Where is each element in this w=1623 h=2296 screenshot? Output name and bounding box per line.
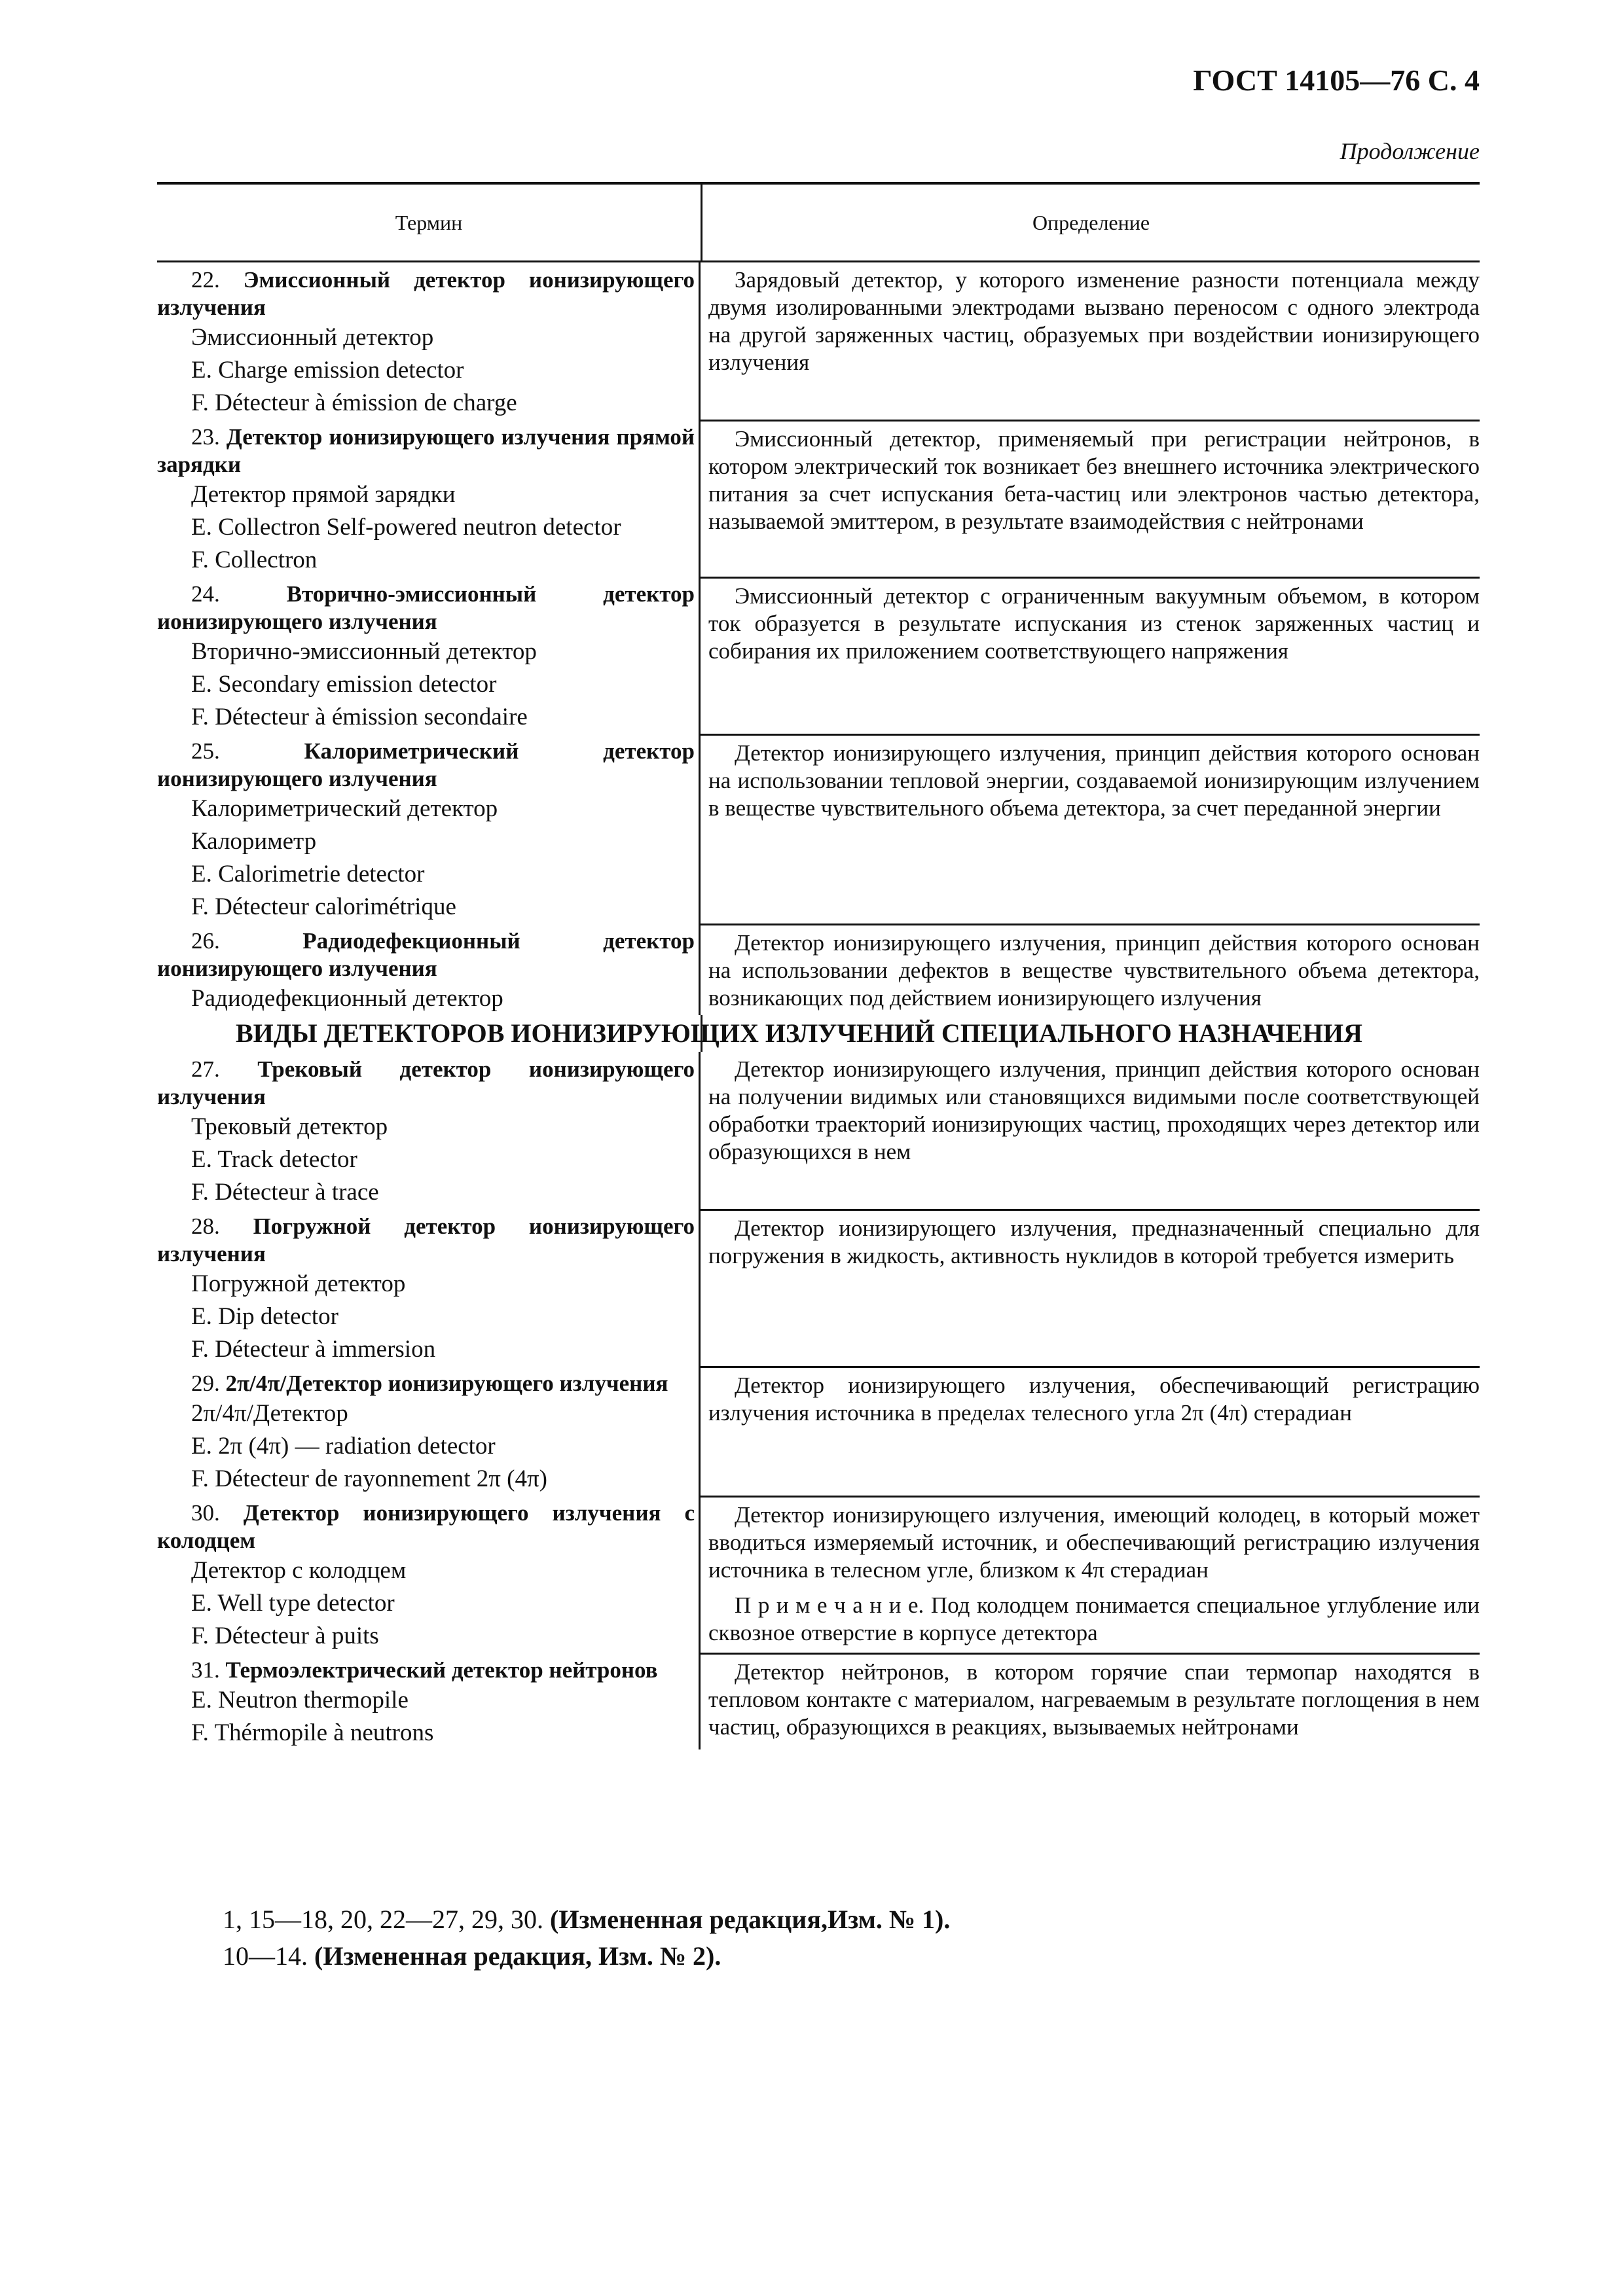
definition-text: Детектор ионизирующего излучения, обеспечивающий регистрацию излучения источника в пределах телесного угла 2π (4π) стерадиан (708, 1372, 1480, 1426)
term-name: Термоэлектрический детектор нейтронов (225, 1657, 658, 1683)
term-cell (157, 577, 701, 734)
term-title (157, 262, 695, 321)
term-title (157, 1653, 695, 1684)
table-row (157, 1653, 1480, 1749)
definition-cell (701, 262, 1480, 420)
column-header-term: Термин (157, 185, 702, 260)
amendment-notes (223, 1901, 950, 1975)
term-synonym: F. Détecteur calorimétrique (191, 893, 456, 920)
term-name: 2π/4π/Детектор ионизирующего излучения (225, 1371, 668, 1396)
term-synonym: E. Dip detector (191, 1303, 338, 1330)
table-row (157, 734, 1480, 924)
term-synonym: E. Neutron thermopile (191, 1687, 409, 1713)
term-synonym: E. Secondary emission detector (191, 671, 497, 698)
section-title: ВИДЫ ДЕТЕКТОРОВ ИОНИЗИРУЮЩИХ ИЗЛУЧЕНИЙ СПЕЦИАЛЬНОГО НАЗНАЧЕНИЯ (157, 1015, 1480, 1052)
definition-cell (701, 420, 1480, 577)
term-cell (157, 1052, 701, 1209)
term-title (157, 420, 695, 478)
term-number: 26. (191, 928, 220, 954)
definition-text: Детектор ионизирующего излучения, принцип действия которого основан на использовании тепловой энергии, создаваемой ионизирующим излучением в веществе чувствительного объема детектора, за счет переданной энергии (708, 740, 1480, 821)
term-cell (157, 734, 701, 924)
term-synonym: E. Charge emission detector (191, 357, 464, 384)
table-header-row (157, 185, 1480, 262)
term-cell (157, 1496, 701, 1653)
definition-cell (701, 1653, 1480, 1749)
term-name: Радиодефекционный детектор ионизирующего излучения (157, 928, 695, 981)
term-title (157, 734, 695, 793)
term-synonym: F. Détecteur à puits (191, 1623, 379, 1649)
term-synonym: F. Détecteur à immersion (191, 1336, 436, 1363)
table-row (157, 1052, 1480, 1209)
table-row (157, 1366, 1480, 1496)
term-synonym: Калориметр (191, 828, 317, 855)
definition-cell (701, 1209, 1480, 1366)
definition-cell (701, 1366, 1480, 1496)
term-cell (157, 420, 701, 577)
term-number: 27. (191, 1056, 220, 1082)
definition-text: Эмиссионный детектор, применяемый при регистрации нейтронов, в котором электрический ток возникает без внешнего источника электрического питания за счет испускания бета-частиц или электронов частью детектора, называемой эмиттером, в результате взаимодействия с нейтронами (708, 426, 1480, 534)
term-number: 22. (191, 267, 220, 293)
definition-note: П р и м е ч а н и е. Под колодцем понимается специальное углубление или сквозное отверстие в корпусе детектора (708, 1592, 1480, 1645)
standard-code-header: ГОСТ 14105—76 С. 4 (1193, 63, 1480, 97)
definition-text: Зарядовый детектор, у которого изменение разности потенциала между двумя изолированными электродами вызвано переносом с одного электрода на другой заряженных частиц, образуемых при воздействии ионизирующего излучения (708, 267, 1480, 375)
term-synonym: F. Collectron (191, 547, 318, 573)
definition-text: Детектор ионизирующего излучения, принцип действия которого основан на использовании дефектов в веществе чувствительного объема детектора, возникающих под действием ионизирующего излучения (708, 930, 1480, 1011)
term-name: Детектор ионизирующего излучения с колодцем (157, 1500, 695, 1553)
definition-cell (701, 734, 1480, 924)
term-title (157, 577, 695, 636)
table-row (157, 577, 1480, 734)
term-number: 23. (191, 424, 220, 450)
term-name: Трековый детектор ионизирующего излучения (157, 1056, 695, 1109)
definition-text: Детектор нейтронов, в котором горячие спаи термопар находятся в тепловом контакте с материалом, нагреваемым в результате поглощения в нем частиц, образующихся в реакциях, вызываемых нейтронами (708, 1659, 1480, 1740)
term-synonym: 2π/4π/Детектор (191, 1400, 348, 1427)
term-title (157, 924, 695, 982)
definition-text: Эмиссионный детектор с ограниченным вакуумным объемом, в котором ток образуется в результате испускания из стенок заряженных частиц и собирания их приложением соответствующего напряжения (708, 583, 1480, 664)
term-cell (157, 262, 701, 420)
term-synonym: F. Détecteur à trace (191, 1179, 379, 1206)
term-name: Детектор ионизирующего излучения прямой зарядки (157, 424, 695, 477)
term-synonym: F. Détecteur de rayonnement 2π (4π) (191, 1465, 547, 1492)
amendment-note-1: 1, 15—18, 20, 22—27, 29, 30. (Измененная редакция,Изм. № 1). (223, 1905, 951, 1934)
term-title (157, 1052, 695, 1111)
term-synonym: F. Détecteur à émission de charge (191, 389, 517, 416)
definition-text: Детектор ионизирующего излучения, принцип действия которого основан на получении видимых или становящихся видимыми после соответствующей обработки траекторий ионизирующих частиц, проходящих через детектор или образующихся в нем (708, 1056, 1480, 1164)
term-synonym: F. Détecteur à émission secondaire (191, 704, 528, 730)
term-synonym: E. Collectron Self-powered neutron detector (191, 514, 621, 541)
definition-text: Детектор ионизирующего излучения, имеющий колодец, в который может вводиться измеряемый источник, и обеспечивающий регистрацию излучения источника в телесном угле, близком к 4π стерадиан (708, 1502, 1480, 1583)
table-row (157, 262, 1480, 420)
rows-group-a (157, 262, 1480, 1015)
term-cell (157, 1209, 701, 1366)
term-synonym: Погружной детектор (191, 1270, 406, 1297)
term-synonym: E. Track detector (191, 1146, 357, 1173)
term-cell (157, 1653, 701, 1749)
term-synonym: Трековый детектор (191, 1113, 388, 1140)
definition-cell (701, 924, 1480, 1015)
definition-text: Детектор ионизирующего излучения, предназначенный специально для погружения в жидкость, активность нуклидов в которой требуется измерить (708, 1215, 1480, 1268)
term-number: 25. (191, 738, 220, 764)
term-synonym: E. 2π (4π) — radiation detector (191, 1433, 496, 1460)
term-cell (157, 1366, 701, 1496)
term-number: 31. (191, 1657, 220, 1683)
term-name: Эмиссионный детектор ионизирующего излучения (157, 267, 695, 320)
terms-table (157, 182, 1480, 1749)
term-name: Вторично-эмиссионный детектор ионизирующего излучения (157, 581, 695, 634)
term-synonym: Детектор прямой зарядки (191, 481, 456, 508)
term-synonym: Калориметрический детектор (191, 795, 498, 822)
term-synonym: F. Thérmopile à neutrons (191, 1719, 434, 1746)
term-name: Погружной детектор ионизирующего излучения (157, 1213, 695, 1266)
term-title (157, 1209, 695, 1268)
column-header-definition: Определение (1032, 210, 1150, 234)
term-synonym: Радиодефекционный детектор (191, 985, 503, 1012)
table-row (157, 1209, 1480, 1366)
table-row (157, 1496, 1480, 1653)
term-cell (157, 924, 701, 1015)
term-title (157, 1366, 695, 1397)
term-synonym: Вторично-эмиссионный детектор (191, 638, 537, 665)
term-synonym: Детектор с колодцем (191, 1557, 407, 1584)
definition-cell (701, 1052, 1480, 1209)
term-synonym: Эмиссионный детектор (191, 324, 434, 351)
term-title (157, 1496, 695, 1554)
continuation-label: Продолжение (1340, 138, 1480, 164)
term-number: 28. (191, 1213, 220, 1239)
table-row (157, 924, 1480, 1015)
term-number: 30. (191, 1500, 220, 1526)
term-synonym: E. Well type detector (191, 1590, 395, 1617)
term-number: 24. (191, 581, 220, 607)
term-number: 29. (191, 1371, 220, 1396)
term-synonym: E. Calorimetrie detector (191, 861, 425, 888)
amendment-note-2: 10—14. (Измененная редакция, Изм. № 2). (223, 1941, 721, 1971)
rows-group-b (157, 1052, 1480, 1749)
definition-cell (701, 1496, 1480, 1653)
table-row (157, 420, 1480, 577)
definition-cell (701, 577, 1480, 734)
term-name: Калориметрический детектор ионизирующего излучения (157, 738, 695, 791)
